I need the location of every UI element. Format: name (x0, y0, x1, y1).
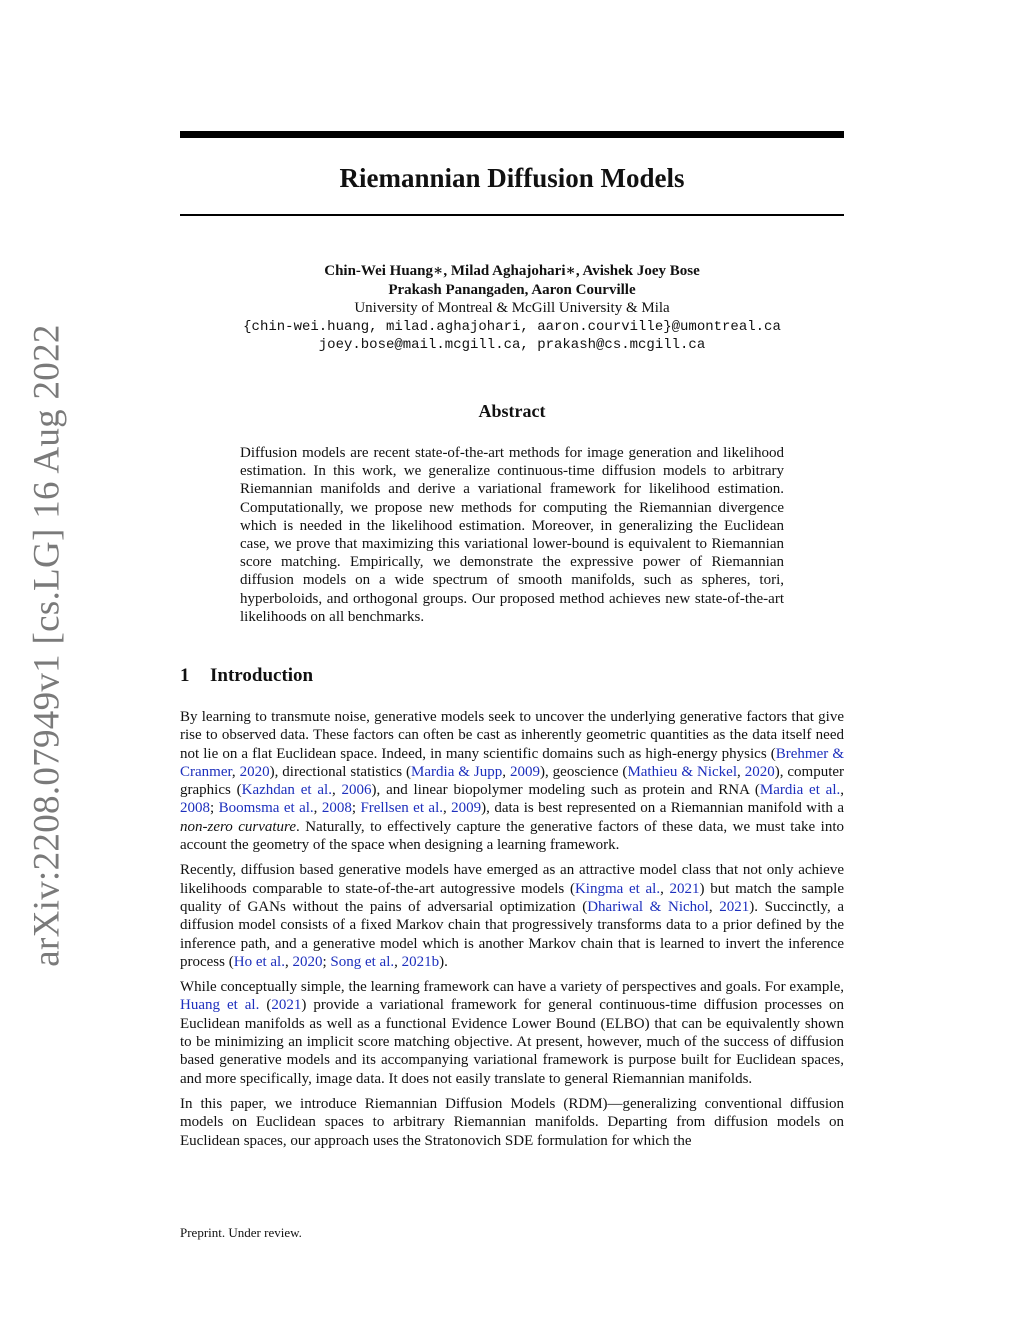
section-heading (180, 665, 313, 687)
arxiv-identifier-text: arXiv:2208.07949v1 [cs.LG] 16 Aug 2022 (26, 323, 68, 967)
paragraph-1: By learning to transmute noise, generative models seek to uncover the underlying generative factors that give rise to observed data. These factors can often be cast as inherently geometric quantities as the data itself need not lie on a flat Euclidean space. Indeed, in many scientific domains such as high-energy physics (Brehmer & Cranmer, 2020), directional statistics (Mardia & Jupp, 2009), geoscience (Mathieu & Nickel, 2020), computer graphics (Kazhdan et al., 2006), and linear biopolymer modeling such as protein and RNA (Mardia et al., 2008; Boomsma et al., 2008; Frellsen et al., 2009), data is best represented on a Riemannian manifold with a non-zero curvature. Naturally, to effectively capture the generative factors of these data, we must take into account the geometry of the space when designing a learning framework. (180, 709, 845, 854)
abstract-text: Diffusion models are recent state-of-the-art methods for image generation and likelihood estimation. In this work, we generalize continuous-time diffusion models to arbitrary Riemannian manifolds and derive a variational framework for likelihood estimation. Computationally, we propose new methods for computing the Riemannian divergence which is needed in the likelihood estimation. Moreover, in generalizing the Euclidean case, we prove that maximizing this variational lower-bound is equivalent to Riemannian score matching. Empirically, we demonstrate the expressive power of Riemannian diffusion models on a wide spectrum of smooth manifolds, such as spheres, tori, hyperboloids, and orthogonal groups. Our proposed method achieves new state-of-the-art likelihoods on all benchmarks. (240, 445, 784, 625)
title-rule-bottom (180, 214, 844, 216)
citation-link[interactable]: Song et al. (330, 953, 395, 970)
citation-year-link[interactable]: 2021 (669, 880, 700, 897)
author-line-2: Prakash Panangaden, Aaron Courville (388, 281, 636, 298)
citation-year-link[interactable]: 2020 (239, 763, 270, 780)
citation-link[interactable]: Mathieu & Nickel (627, 763, 737, 780)
paragraph-4: In this paper, we introduce Riemannian Diffusion Models (RDM)—generalizing conventional diffusion models on Euclidean spaces to arbitrary Riemannian manifolds. Departing from diffusion models on Euclidean spaces, our approach uses the Stratonovich SDE formulation for which the (180, 1095, 844, 1149)
citation-link[interactable]: Ho et al. (233, 953, 285, 970)
citation-year-link[interactable]: 2021 (719, 898, 750, 915)
emphasis: non-zero curvature (180, 818, 296, 835)
citation-year-link[interactable]: 2021 (271, 997, 302, 1014)
citation-year-link[interactable]: 2020 (744, 763, 775, 780)
section-body (180, 708, 844, 1157)
citation-link[interactable]: Kingma et al. (574, 880, 661, 897)
citation-link[interactable]: Dhariwal & Nichol (587, 898, 709, 915)
citation-year-link[interactable]: 2009 (451, 800, 482, 817)
footer-note: Preprint. Under review. (180, 1225, 302, 1240)
citation-year-link[interactable]: 2008 (321, 800, 352, 817)
author-line-1: Chin-Wei Huang∗, Milad Aghajohari∗, Avishek Joey Bose (324, 263, 700, 279)
citation-link[interactable]: Brehmer & Cranmer (180, 745, 844, 780)
citation-link[interactable]: Frellsen et al. (360, 800, 443, 817)
citation-year-link[interactable]: 2008 (180, 800, 210, 817)
citation-year-link[interactable]: 2020 (292, 953, 323, 970)
citation-link[interactable]: Mardia & Jupp (411, 763, 503, 780)
paper-title: Riemannian Diffusion Models (339, 163, 685, 193)
author-block (180, 262, 844, 355)
citation-link[interactable]: Boomsma et al. (218, 800, 314, 817)
abstract-heading: Abstract (478, 401, 546, 421)
arxiv-identifier (24, 323, 70, 967)
section-number: 1 (180, 665, 190, 686)
citation-link[interactable]: Huang et al. (180, 997, 260, 1014)
email-line-1: {chin-wei.huang, milad.aghajohari, aaron.courville}@umontreal.ca (243, 318, 781, 335)
affiliation: University of Montreal & McGill University & Mila (354, 300, 670, 316)
paragraph-2: Recently, diffusion based generative models have emerged as an attractive model class that not only achieve likelihoods comparable to state-of-the-art autogressive models (Kingma et al., 2021) but match the sample quality of GANs without the pains of adversarial optimization (Dhariwal & Nichol, 2021). Succinctly, a diffusion model consists of a fixed Markov chain that progressively transforms data to a prior defined by the inference path, and a generative model which is another Markov chain that is learned to invert the inference process (Ho et al., 2020; Song et al., 2021b). (180, 862, 845, 970)
citation-link[interactable]: Mardia et al. (759, 782, 841, 799)
email-line-2: joey.bose@mail.mcgill.ca, prakash@cs.mcgill.ca (318, 337, 706, 353)
title-rule-top (180, 131, 844, 138)
citation-link[interactable]: Kazhdan et al. (241, 782, 332, 799)
citation-year-link[interactable]: 2009 (509, 763, 540, 780)
paragraph-3: While conceptually simple, the learning framework can have a variety of perspectives and goals. For example, Huang et al. (2021) provide a variational framework for general continuous-time diffusion processes on Euclidean manifolds as well as a functional Evidence Lower Bound (ELBO) that can be equivalently shown to be minimizing an implicit score matching objective. At present, however, much of the success of diffusion based generative models and its accompanying variational framework is purpose built for Euclidean spaces, and more specifically, image data. It does not easily translate to general Riemannian manifolds. (180, 979, 845, 1087)
citation-year-link[interactable]: 2006 (341, 782, 372, 799)
section-title: Introduction (210, 665, 314, 686)
citation-year-link[interactable]: 2021b (401, 953, 440, 970)
